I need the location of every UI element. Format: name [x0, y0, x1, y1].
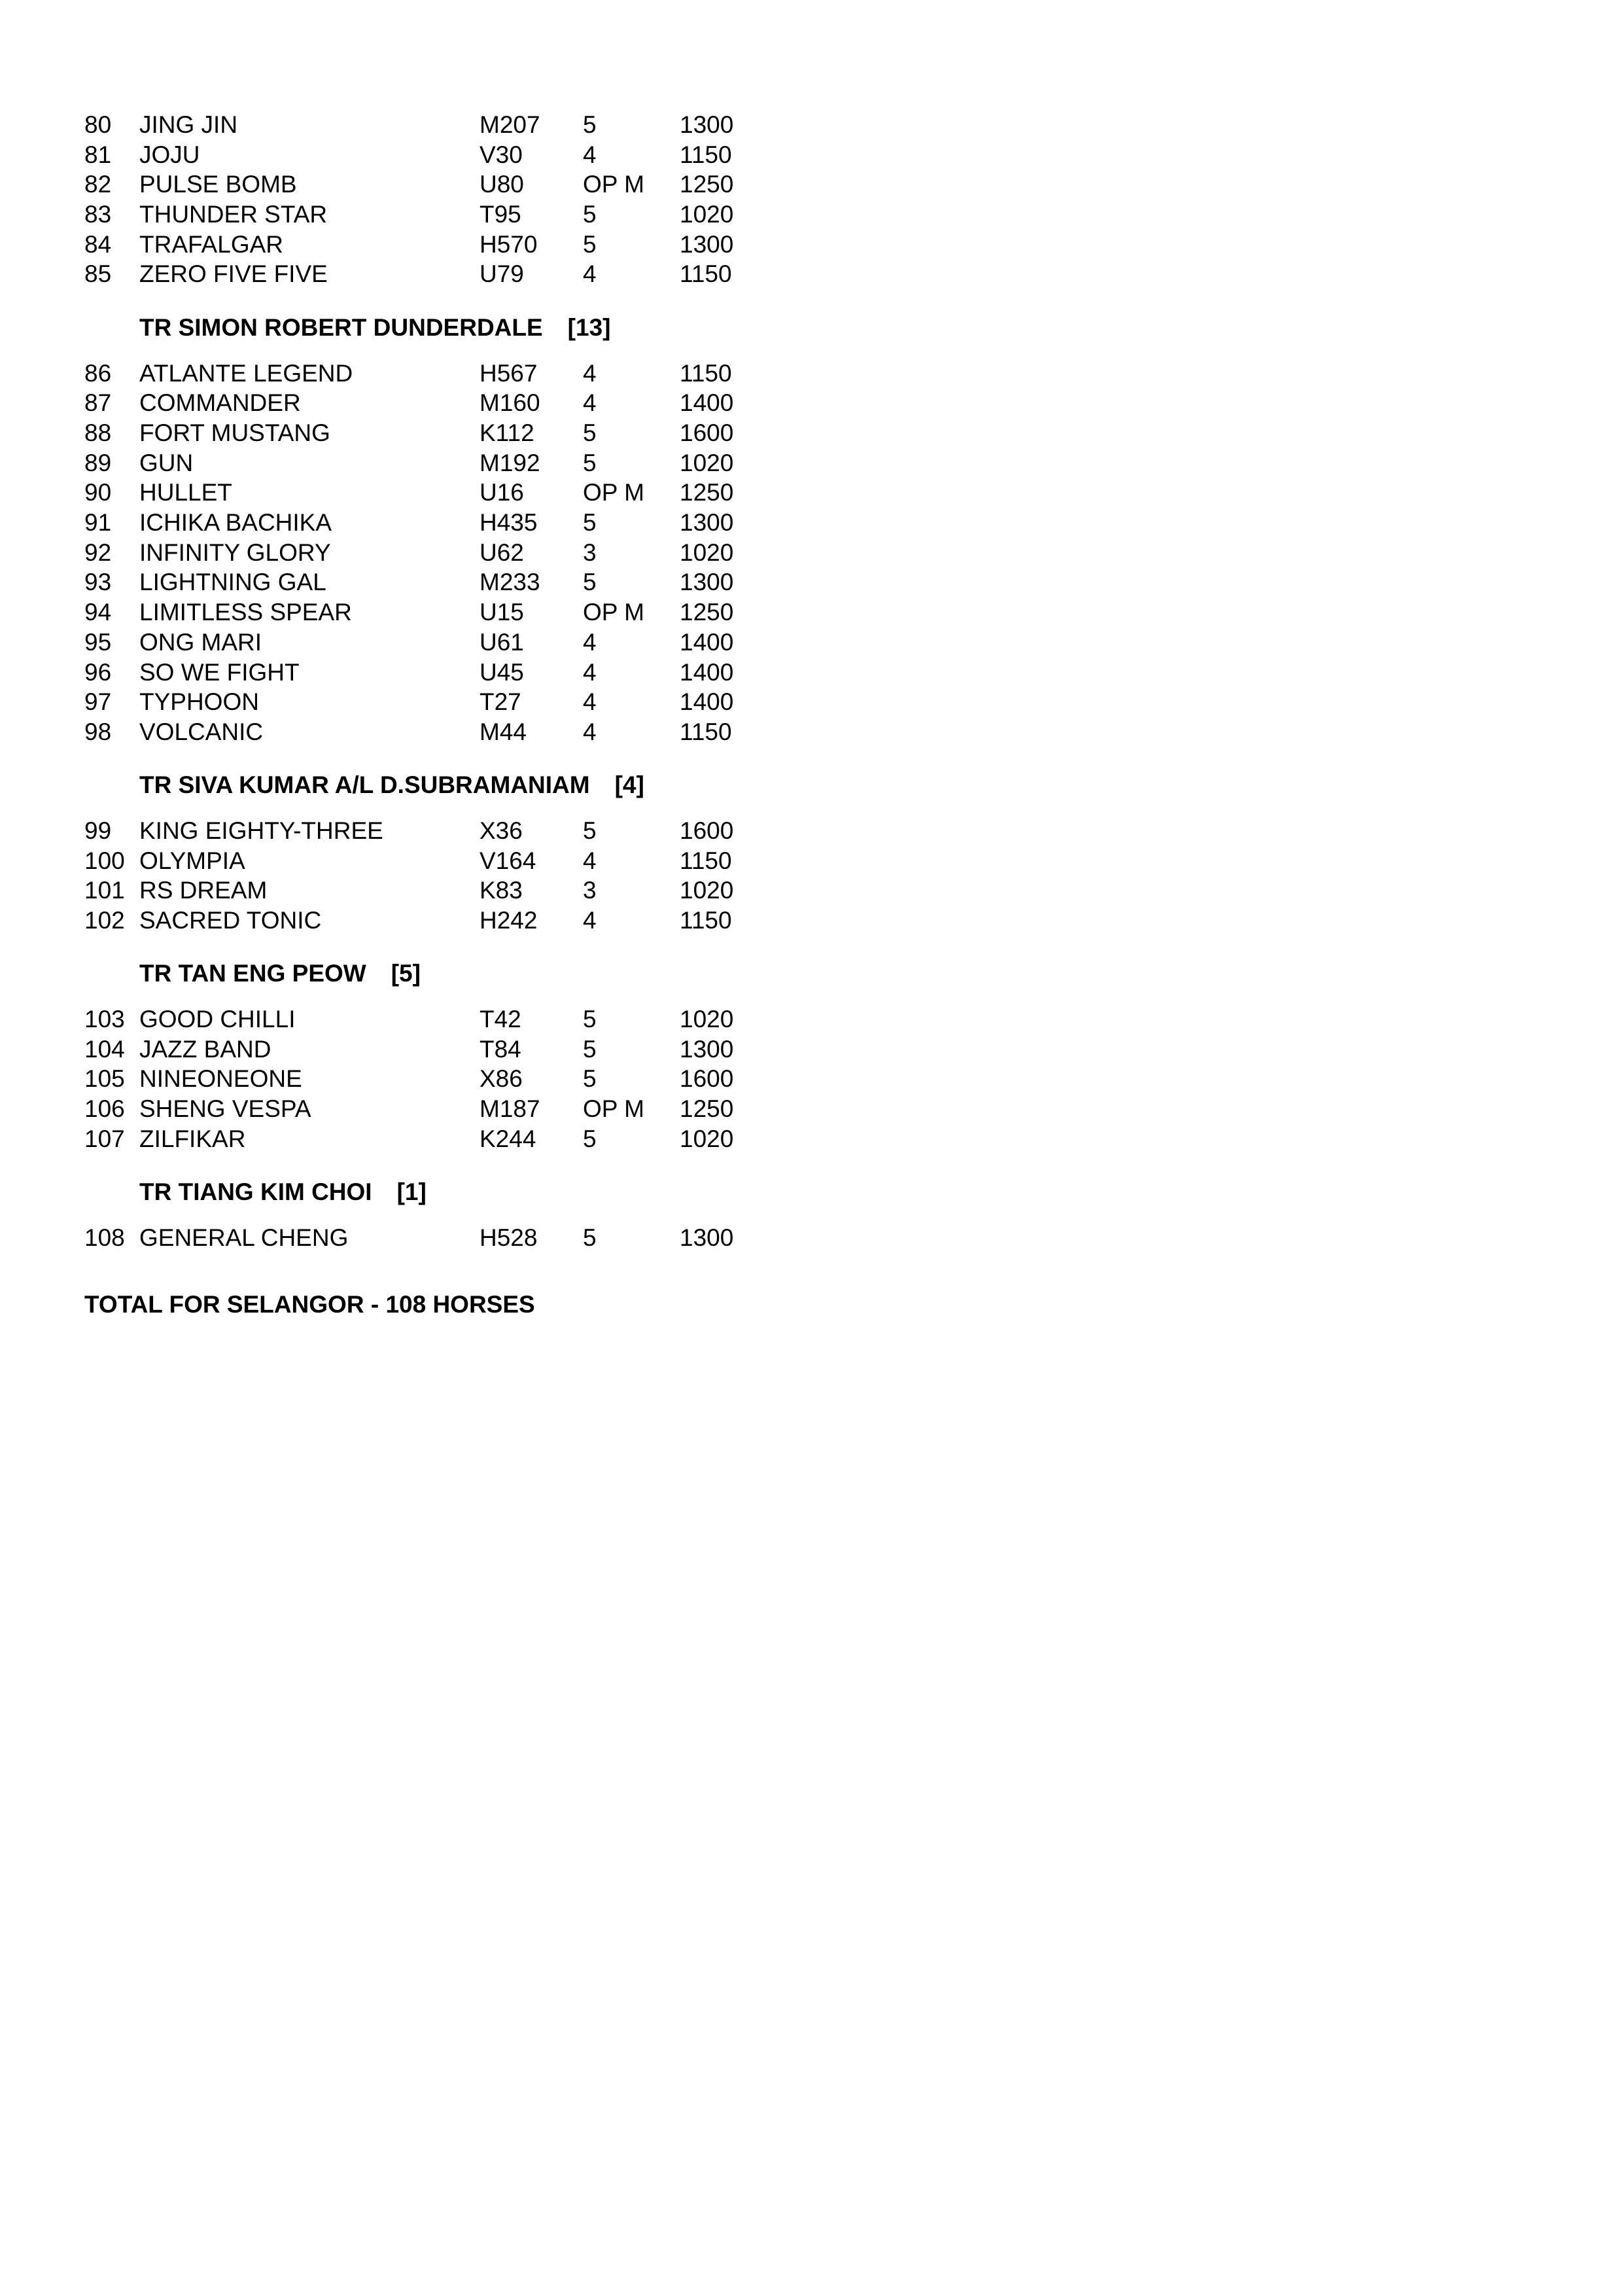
horse-name: KING EIGHTY-THREE — [139, 817, 383, 844]
horse-distance: 1150 — [680, 141, 732, 168]
horse-distance: 1020 — [680, 877, 734, 904]
horse-code: H567 — [480, 360, 538, 387]
horse-code: M44 — [480, 718, 527, 745]
horse-number: 92 — [84, 539, 112, 566]
horse-distance: 1400 — [680, 389, 734, 416]
horse-name: ZILFIKAR — [139, 1125, 246, 1152]
horse-row — [0, 1004, 785, 1034]
horse-class: OP M — [583, 599, 644, 626]
horse-name: JOJU — [139, 141, 200, 168]
horse-distance: 1020 — [680, 539, 734, 566]
trainer-horse-count: [1] — [396, 1178, 427, 1205]
horse-row — [0, 388, 785, 418]
horse-name: GENERAL CHENG — [139, 1224, 349, 1251]
horse-number: 87 — [84, 389, 112, 416]
horse-class: 5 — [583, 817, 597, 844]
horse-number: 94 — [84, 599, 112, 626]
horse-name: INFINITY GLORY — [139, 539, 331, 566]
horse-row — [0, 359, 785, 389]
horse-row — [0, 846, 785, 876]
horse-class: 5 — [583, 1036, 597, 1063]
horse-number: 91 — [84, 509, 112, 536]
horse-class: 5 — [583, 231, 597, 258]
horse-number: 101 — [84, 877, 125, 904]
horse-row — [0, 538, 785, 568]
horse-class: 4 — [583, 360, 597, 387]
horse-row — [0, 687, 785, 717]
horse-code: U45 — [480, 659, 524, 686]
horse-distance: 1400 — [680, 629, 734, 656]
horse-row — [0, 1223, 785, 1253]
horse-name: ATLANTE LEGEND — [139, 360, 353, 387]
horse-code: V30 — [480, 141, 523, 168]
horse-class: 4 — [583, 141, 597, 168]
horse-number: 82 — [84, 171, 112, 198]
horse-row — [0, 110, 785, 140]
horse-row — [0, 816, 785, 846]
horse-row — [0, 508, 785, 538]
horse-code: K83 — [480, 877, 523, 904]
trainer-heading — [139, 313, 610, 343]
horse-code: X36 — [480, 817, 523, 844]
horse-name: ICHIKA BACHIKA — [139, 509, 332, 536]
horse-name: ZERO FIVE FIVE — [139, 260, 328, 287]
horse-name: RS DREAM — [139, 877, 268, 904]
horse-number: 86 — [84, 360, 112, 387]
horse-number: 93 — [84, 569, 112, 595]
horse-code: U62 — [480, 539, 524, 566]
horse-number: 89 — [84, 450, 112, 476]
horse-distance: 1020 — [680, 201, 734, 228]
horse-class: 5 — [583, 419, 597, 446]
horse-number: 88 — [84, 419, 112, 446]
horse-distance: 1300 — [680, 509, 734, 536]
horse-class: 5 — [583, 1006, 597, 1033]
horse-name: PULSE BOMB — [139, 171, 297, 198]
horse-class: 3 — [583, 539, 597, 566]
horse-code: H570 — [480, 231, 538, 258]
horse-code: U16 — [480, 479, 524, 506]
horse-number: 97 — [84, 688, 112, 715]
trainer-heading — [139, 770, 644, 800]
horse-distance: 1150 — [680, 360, 732, 387]
horse-number: 81 — [84, 141, 112, 168]
horse-name: LIGHTNING GAL — [139, 569, 326, 595]
horse-name: SO WE FIGHT — [139, 659, 300, 686]
horse-row — [0, 1034, 785, 1065]
horse-class: 4 — [583, 847, 597, 874]
horse-row — [0, 1094, 785, 1124]
horse-name: FORT MUSTANG — [139, 419, 330, 446]
horse-name: SHENG VESPA — [139, 1095, 311, 1122]
horse-name: JAZZ BAND — [139, 1036, 271, 1063]
horse-number: 99 — [84, 817, 112, 844]
horse-number: 108 — [84, 1224, 125, 1251]
horse-number: 107 — [84, 1125, 125, 1152]
horse-class: OP M — [583, 1095, 644, 1122]
horse-name: GUN — [139, 450, 194, 476]
horse-name: TRAFALGAR — [139, 231, 283, 258]
horse-name: VOLCANIC — [139, 718, 264, 745]
horse-class: 3 — [583, 877, 597, 904]
trainer-name: TR SIMON ROBERT DUNDERDALE — [139, 313, 543, 341]
horse-row — [0, 717, 785, 747]
horse-code: T84 — [480, 1036, 521, 1063]
horse-distance: 1250 — [680, 599, 734, 626]
horse-distance: 1300 — [680, 231, 734, 258]
total-summary: TOTAL FOR SELANGOR - 108 HORSES — [84, 1291, 535, 1318]
horse-code: H528 — [480, 1224, 538, 1251]
horse-distance: 1020 — [680, 1125, 734, 1152]
horse-name: OLYMPIA — [139, 847, 245, 874]
horse-number: 84 — [84, 231, 112, 258]
trainer-name: TR SIVA KUMAR A/L D.SUBRAMANIAM — [139, 771, 590, 798]
horse-code: K244 — [480, 1125, 536, 1152]
horse-number: 104 — [84, 1036, 125, 1063]
horse-name: LIMITLESS SPEAR — [139, 599, 352, 626]
horse-class: 4 — [583, 907, 597, 934]
horse-name: ONG MARI — [139, 629, 262, 656]
horse-row — [0, 658, 785, 688]
horse-class: 4 — [583, 629, 597, 656]
horse-code: K112 — [480, 419, 534, 446]
horse-name: THUNDER STAR — [139, 201, 328, 228]
horse-class: OP M — [583, 479, 644, 506]
horse-number: 98 — [84, 718, 112, 745]
horse-class: 5 — [583, 1224, 597, 1251]
horse-row — [0, 1064, 785, 1094]
horse-code: T42 — [480, 1006, 521, 1033]
horse-class: 5 — [583, 450, 597, 476]
horse-distance: 1300 — [680, 1224, 734, 1251]
horse-row — [0, 169, 785, 200]
horse-name: HULLET — [139, 479, 232, 506]
horse-distance: 1150 — [680, 718, 732, 745]
trainer-heading — [139, 959, 421, 989]
horse-number: 83 — [84, 201, 112, 228]
horse-code: H435 — [480, 509, 538, 536]
horse-row — [0, 906, 785, 936]
horse-code: M233 — [480, 569, 540, 595]
horse-number: 103 — [84, 1006, 125, 1033]
horse-row — [0, 200, 785, 230]
horse-distance: 1400 — [680, 688, 734, 715]
horse-distance: 1600 — [680, 419, 734, 446]
horse-row — [0, 1124, 785, 1154]
horse-number: 100 — [84, 847, 125, 874]
horse-code: U80 — [480, 171, 524, 198]
horse-distance: 1600 — [680, 817, 734, 844]
horse-code: X86 — [480, 1065, 523, 1092]
horse-number: 85 — [84, 260, 112, 287]
horse-distance: 1150 — [680, 260, 732, 287]
horse-code: V164 — [480, 847, 536, 874]
horse-row — [0, 259, 785, 289]
horse-distance: 1300 — [680, 111, 734, 138]
horse-distance: 1300 — [680, 1036, 734, 1063]
horse-name: JING JIN — [139, 111, 238, 138]
horse-code: H242 — [480, 907, 538, 934]
horse-code: M192 — [480, 450, 540, 476]
horse-class: 5 — [583, 1125, 597, 1152]
horse-distance: 1250 — [680, 171, 734, 198]
horse-number: 105 — [84, 1065, 125, 1092]
horse-class: OP M — [583, 171, 644, 198]
horse-class: 4 — [583, 718, 597, 745]
horse-distance: 1250 — [680, 1095, 734, 1122]
horse-row — [0, 478, 785, 508]
trainer-name: TR TIANG KIM CHOI — [139, 1178, 372, 1205]
horse-distance: 1150 — [680, 847, 732, 874]
horse-distance: 1150 — [680, 907, 732, 934]
horse-number: 95 — [84, 629, 112, 656]
horse-distance: 1020 — [680, 450, 734, 476]
horse-code: U61 — [480, 629, 524, 656]
horse-class: 5 — [583, 111, 597, 138]
horse-code: T27 — [480, 688, 521, 715]
horse-name: NINEONEONE — [139, 1065, 302, 1092]
horse-name: GOOD CHILLI — [139, 1006, 296, 1033]
horse-distance: 1400 — [680, 659, 734, 686]
trainer-heading — [139, 1177, 427, 1207]
horse-code: U15 — [480, 599, 524, 626]
horse-distance: 1020 — [680, 1006, 734, 1033]
trainer-horse-count: [13] — [567, 313, 611, 341]
trainer-horse-count: [4] — [614, 771, 644, 798]
horse-code: M207 — [480, 111, 540, 138]
horse-code: M187 — [480, 1095, 540, 1122]
horse-code: U79 — [480, 260, 524, 287]
horse-row — [0, 597, 785, 627]
horse-row — [0, 418, 785, 448]
horse-distance: 1300 — [680, 569, 734, 595]
horse-class: 4 — [583, 659, 597, 686]
horse-code: M160 — [480, 389, 540, 416]
horse-row — [0, 448, 785, 478]
horse-distance: 1600 — [680, 1065, 734, 1092]
horse-row — [0, 875, 785, 906]
horse-row — [0, 140, 785, 170]
horse-name: TYPHOON — [139, 688, 259, 715]
horse-class: 5 — [583, 509, 597, 536]
horse-number: 102 — [84, 907, 125, 934]
horse-row — [0, 567, 785, 597]
horse-row — [0, 230, 785, 260]
horse-name: SACRED TONIC — [139, 907, 322, 934]
horse-distance: 1250 — [680, 479, 734, 506]
horse-class: 4 — [583, 688, 597, 715]
trainer-horse-count: [5] — [391, 960, 421, 987]
horse-class: 5 — [583, 1065, 597, 1092]
horse-class: 4 — [583, 260, 597, 287]
horse-number: 106 — [84, 1095, 125, 1122]
horse-row — [0, 627, 785, 658]
horse-number: 96 — [84, 659, 112, 686]
horse-name: COMMANDER — [139, 389, 301, 416]
trainer-name: TR TAN ENG PEOW — [139, 960, 366, 987]
horse-code: T95 — [480, 201, 521, 228]
horse-class: 4 — [583, 389, 597, 416]
horse-class: 5 — [583, 201, 597, 228]
horse-number: 80 — [84, 111, 112, 138]
horse-number: 90 — [84, 479, 112, 506]
horse-class: 5 — [583, 569, 597, 595]
